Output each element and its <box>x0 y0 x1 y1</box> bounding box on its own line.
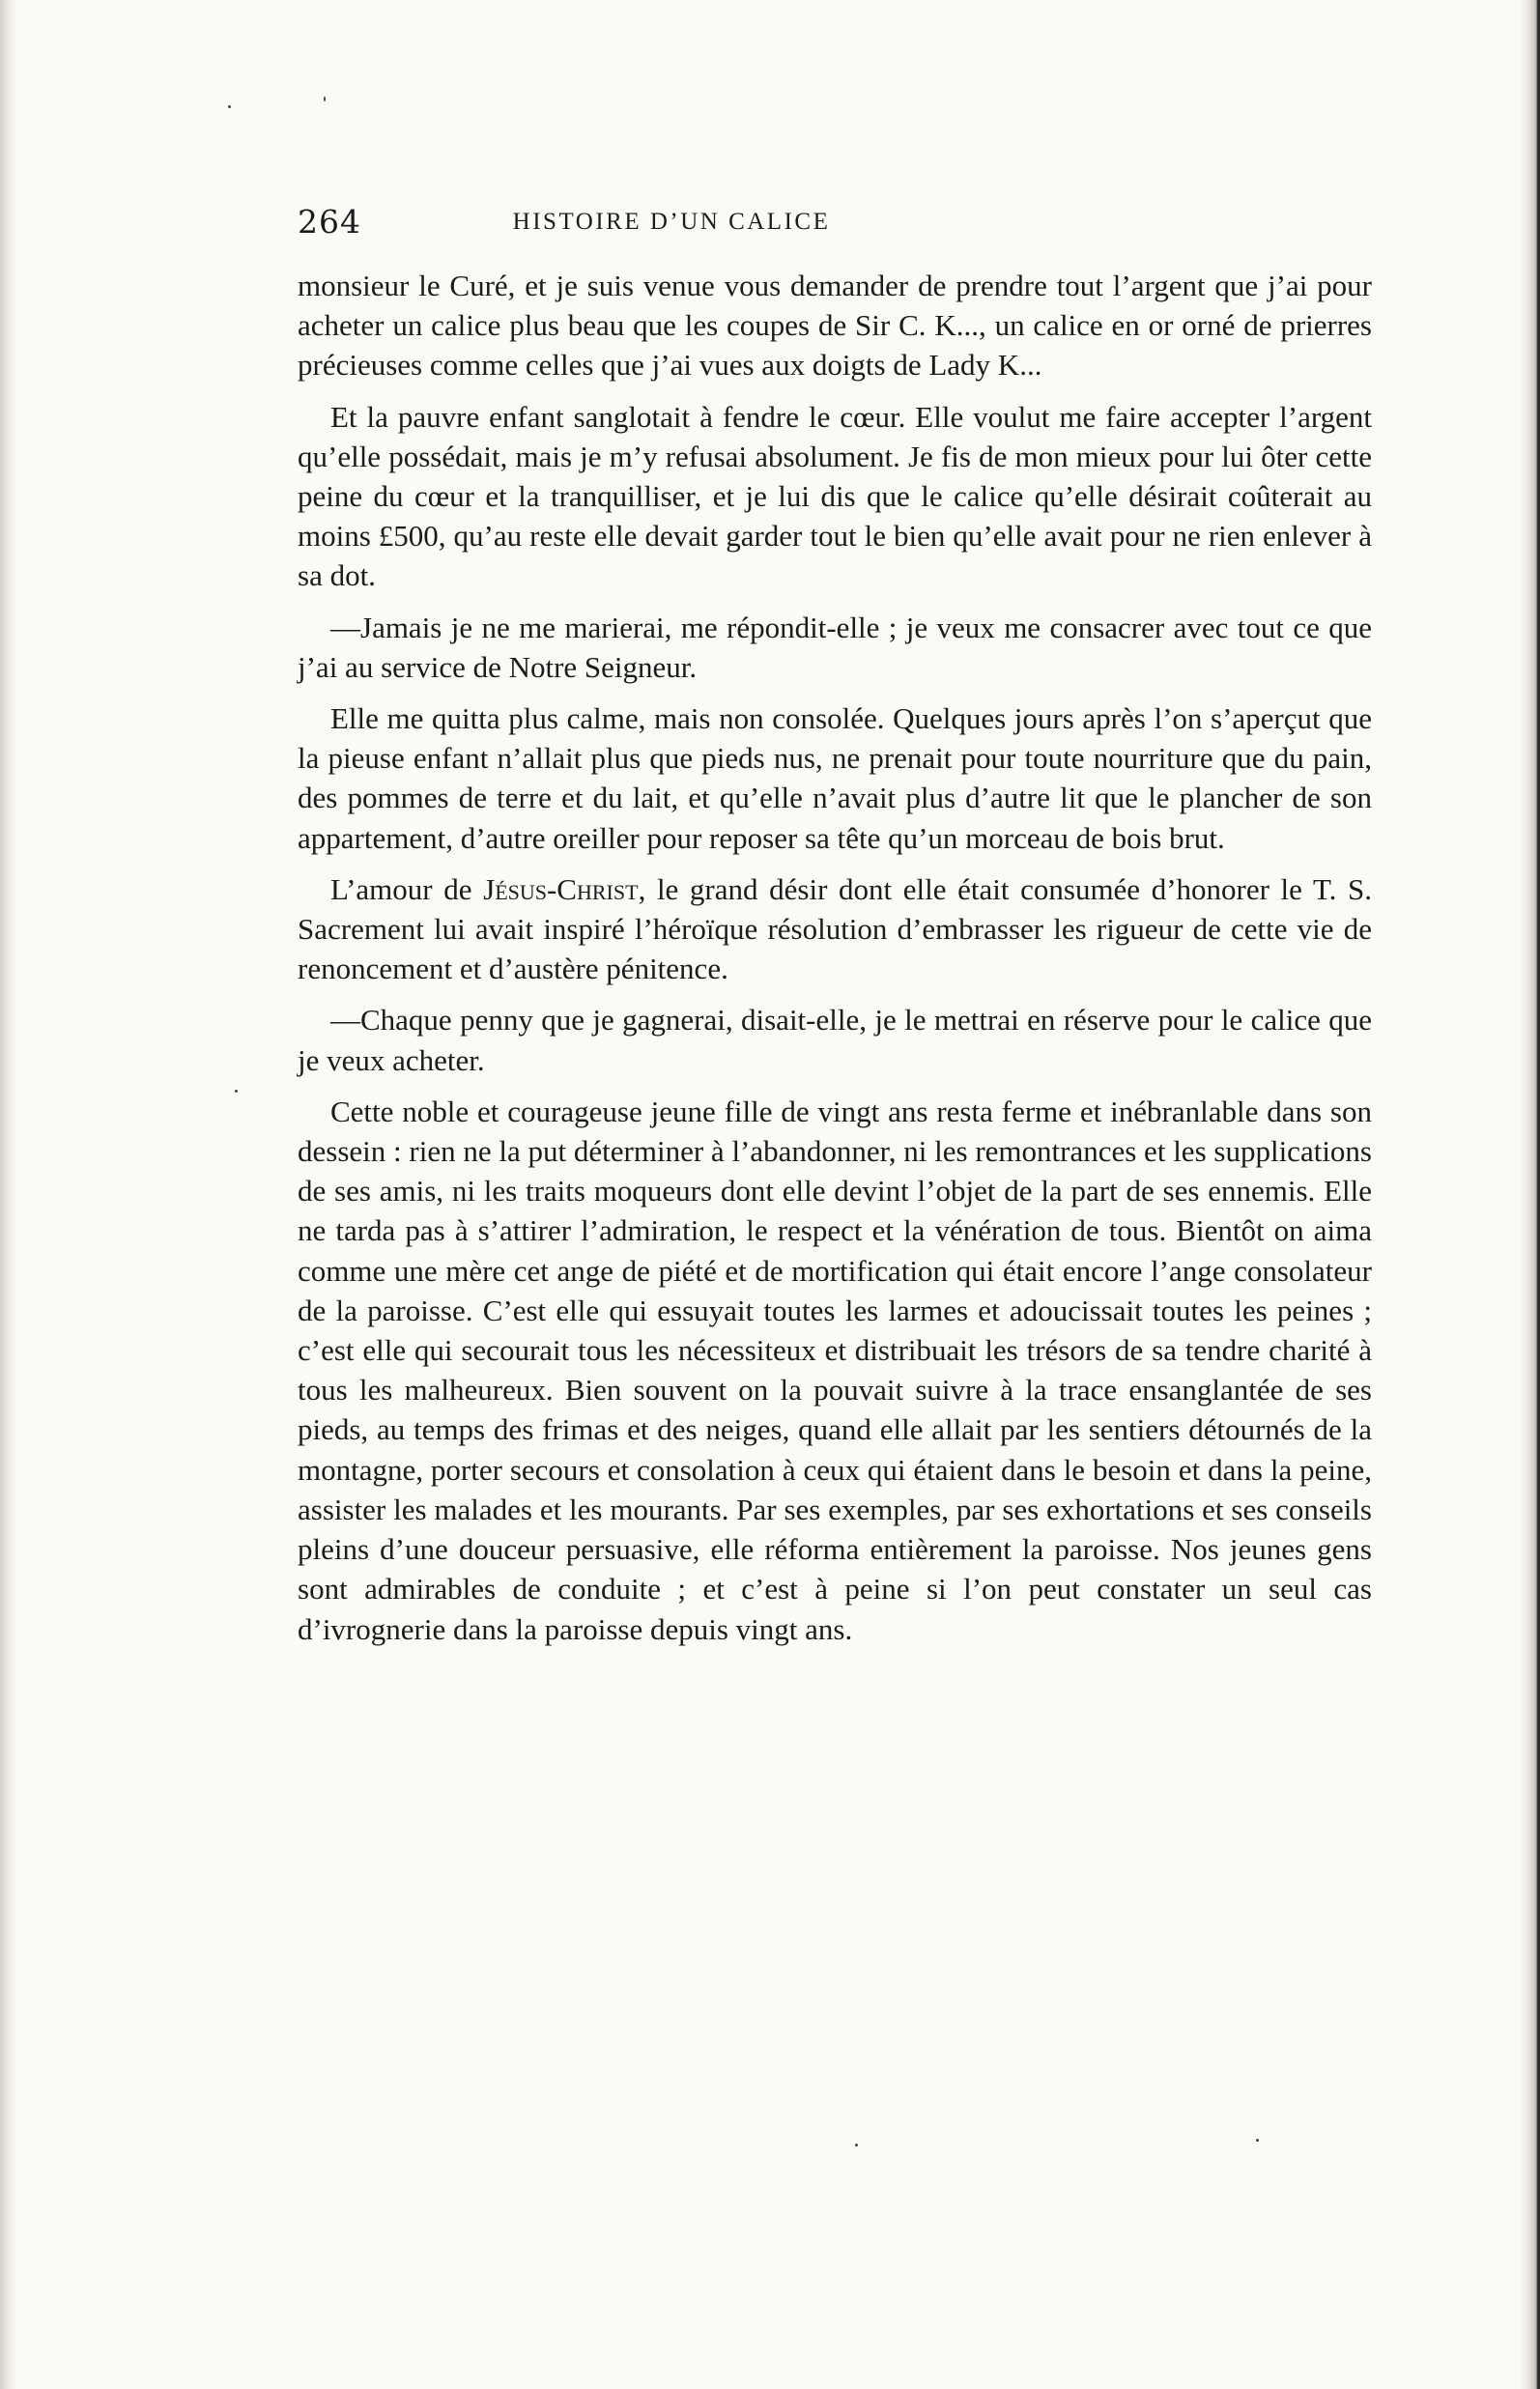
paragraph-suffix: , le grand désir dont elle était consumée d’honorer le T. S. Sacrement lui avait inspiré l’héroïque résolution d’embrasser les rigueur de cette vie de renoncement et d’austère pénitence. <box>298 871 1372 986</box>
running-title: HISTOIRE D’UN CALICE <box>512 209 831 235</box>
page-number: 264 <box>298 203 361 241</box>
paragraph: —Chaque penny que je gagnerai, disait-elle, je le mettrai en réserve pour le calice que je veux acheter. <box>298 1003 1372 1077</box>
paragraph: —Jamais je ne me marierai, me répondit-elle ; je veux me consacrer avec tout ce que j’ai au service de Notre Seigneur. <box>298 610 1372 684</box>
print-speck <box>324 97 326 101</box>
body-text <box>298 266 1372 1661</box>
paragraph <box>298 869 1372 989</box>
paragraph: monsieur le Curé, et je suis venue vous demander de prendre tout l’argent que j’ai pour acheter un calice plus beau que les coupes de Sir C. K..., un calice en or orné de prierres précieuses comme celles que j’ai vues aux doigts de Lady K... <box>298 269 1372 383</box>
print-speck <box>228 105 231 108</box>
print-speck <box>1256 2139 1259 2142</box>
print-speck <box>855 2144 858 2147</box>
print-speck <box>235 1090 238 1093</box>
page-edge-right <box>1519 0 1540 2389</box>
paragraph-prefix: L’amour de <box>330 871 484 906</box>
paragraph: Cette noble et courageuse jeune fille de vingt ans resta ferme et inébranlable dans son dessein : rien ne la put déterminer à l’abandonner, ni les remontrances et les supplications de ses amis, ni les traits moqueurs dont elle devint l’objet de la part de ses ennemis. Elle ne tarda pas à s’attirer l’admiration, le respect et la vénération de tous. Bientôt on aima comme une mère cet ange de piété et de mortification qui était encore l’ange consolateur de la paroisse. C’est elle qui essuyait toutes les larmes et adoucissait toutes les peines ; c’est elle qui secourait tous les nécessiteux et distribuait les trésors de sa tendre charité à tous les malheureux. Bien souvent on la pouvait suivre à la trace ensanglantée de ses pieds, au temps des frimas et des neiges, quand elle allait par les sentiers détournés de la montagne, porter secours et consolation à ceux qui étaient dans le besoin et dans la peine, assister les malades et les mourants. Par ses exemples, par ses exhortations et ses conseils pleins d’une douceur persuasive, elle réforma entièrement la paroisse. Nos jeunes gens sont admirables de conduite ; et c’est à peine si l’on peut constater un seul cas d’ivrognerie dans la paroisse depuis vingt ans. <box>298 1094 1372 1646</box>
paragraph: Elle me quitta plus calme, mais non consolée. Quelques jours après l’on s’aperçut que la pieuse enfant n’allait plus que pieds nus, ne prenait pour toute nourriture que du pain, des pommes de terre et du lait, et qu’elle n’avait plus d’autre lit que le plancher de son appartement, d’autre oreiller pour reposer sa tête qu’un morceau de bois brut. <box>298 701 1372 855</box>
page-header <box>298 201 1045 243</box>
paragraph: Et la pauvre enfant sanglotait à fendre le cœur. Elle voulut me faire accepter l’argent qu’elle possédait, mais je m’y refusai absolument. Je fis de mon mieux pour lui ôter cette peine du cœur et la tranquilliser, et je lui dis que le calice qu’elle désirait coûterait au moins £500, qu’au reste elle devait garder tout le bien qu’elle avait pour ne rien enlever à sa dot. <box>298 399 1372 593</box>
name-smallcaps: Jésus-Christ <box>483 871 639 906</box>
page-edge-left <box>0 0 17 2389</box>
